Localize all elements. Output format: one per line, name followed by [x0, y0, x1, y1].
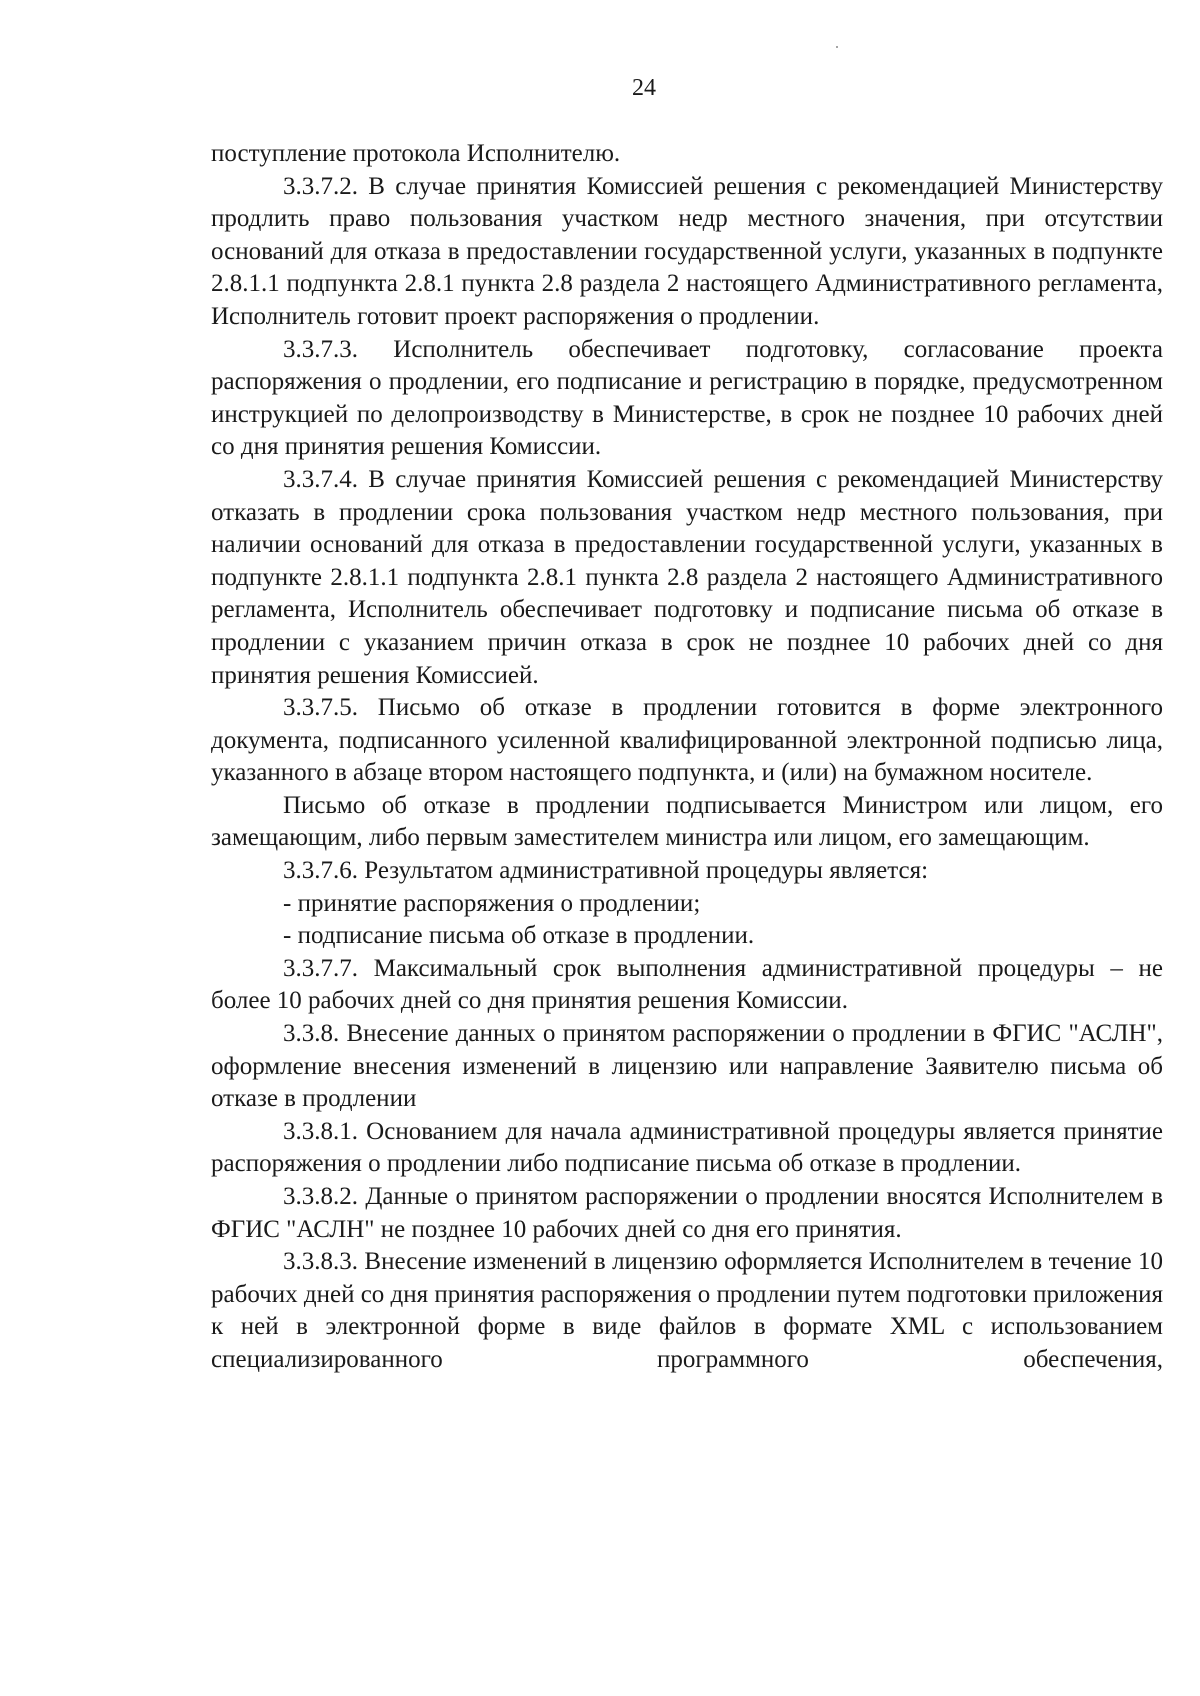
paragraph-3-3-7-2: 3.3.7.2. В случае принятия Комиссией решения с рекомендацией Министерству продлить право пользования участком недр местного значения, при отсутствии оснований для отказа в предоставлении государственной услуги, указанных в подпункте 2.8.1.1 подпункта 2.8.1 пункта 2.8 раздела 2 настоящего Административного регламента, Исполнитель готовит проект распоряжения о продлении.	[211, 172, 1163, 330]
paragraph-continuation: поступление протокола Исполнителю.	[211, 140, 621, 167]
paragraph-3-3-8-3: 3.3.8.3. Внесение изменений в лицензию оформляется Исполнителем в течение 10 рабочих дней со дня принятия распоряжения о продлении путем подготовки приложения к ней в электронной форме в виде файлов в формате XML с использованием специализированного программного обеспечения,	[211, 1248, 1164, 1373]
scan-speck	[836, 46, 838, 48]
page-number	[0, 74, 1200, 102]
paragraph-signature-rule: Письмо об отказе в продлении подписывается Министром или лицом, его замещающим, либо первым заместителем министра или лицом, его замещающим.	[211, 791, 1163, 852]
paragraph-3-3-7-6: 3.3.7.6. Результатом административной процедуры является:	[283, 857, 929, 885]
list-item: - подписание письма об отказе в продлении.	[283, 922, 755, 950]
paragraph-3-3-7-3: 3.3.7.3. Исполнитель обеспечивает подготовку, согласование проекта распоряжения о продлении, его подписание и регистрацию в порядке, предусмотренном инструкцией по делопроизводству в Министерстве, в срок не позднее 10 рабочих дней со дня принятия решения Комиссии.	[211, 335, 1163, 461]
paragraph-3-3-7-5: 3.3.7.5. Письмо об отказе в продлении готовится в форме электронного документа, подписанного усиленной квалифицированной электронной подписью лица, указанного в абзаце втором настоящего подпункта, и (или) на бумажном носителе.	[211, 694, 1163, 787]
list-item: - принятие распоряжения о продлении;	[283, 889, 701, 917]
paragraph-3-3-8-2: 3.3.8.2. Данные о принятом распоряжении о продлении вносятся Исполнителем в ФГИС "АСЛН" не позднее 10 рабочих дней со дня его принятия.	[211, 1183, 1163, 1243]
paragraph-3-3-7-4: 3.3.7.4. В случае принятия Комиссией решения с рекомендацией Министерству отказать в продлении срока пользования участком недр местного пользования, при наличии оснований для отказа в предоставлении государственной услуги, указанных в подпункте 2.8.1.1 подпункта 2.8.1 пункта 2.8 раздела 2 настоящего Административного регламента, Исполнитель обеспечивает подготовку и подписание письма об отказе в продлении с указанием причин отказа в срок не позднее 10 рабочих дней со дня принятия решения Комиссией.	[211, 465, 1163, 689]
paragraph-3-3-7-7: 3.3.7.7. Максимальный срок выполнения административной процедуры – не более 10 рабочих дней со дня принятия решения Комиссии.	[211, 954, 1163, 1015]
page-number-text: 24	[632, 75, 656, 101]
section-heading-3-3-8: 3.3.8. Внесение данных о принятом распоряжении о продлении в ФГИС "АСЛН", оформление внесения изменений в лицензию или направление Заявителю письма об отказе в продлении	[211, 1020, 1163, 1113]
document-body	[211, 138, 1163, 1377]
paragraph-3-3-8-1: 3.3.8.1. Основанием для начала административной процедуры является принятие распоряжения о продлении либо подписание письма об отказе в продлении.	[211, 1117, 1163, 1178]
